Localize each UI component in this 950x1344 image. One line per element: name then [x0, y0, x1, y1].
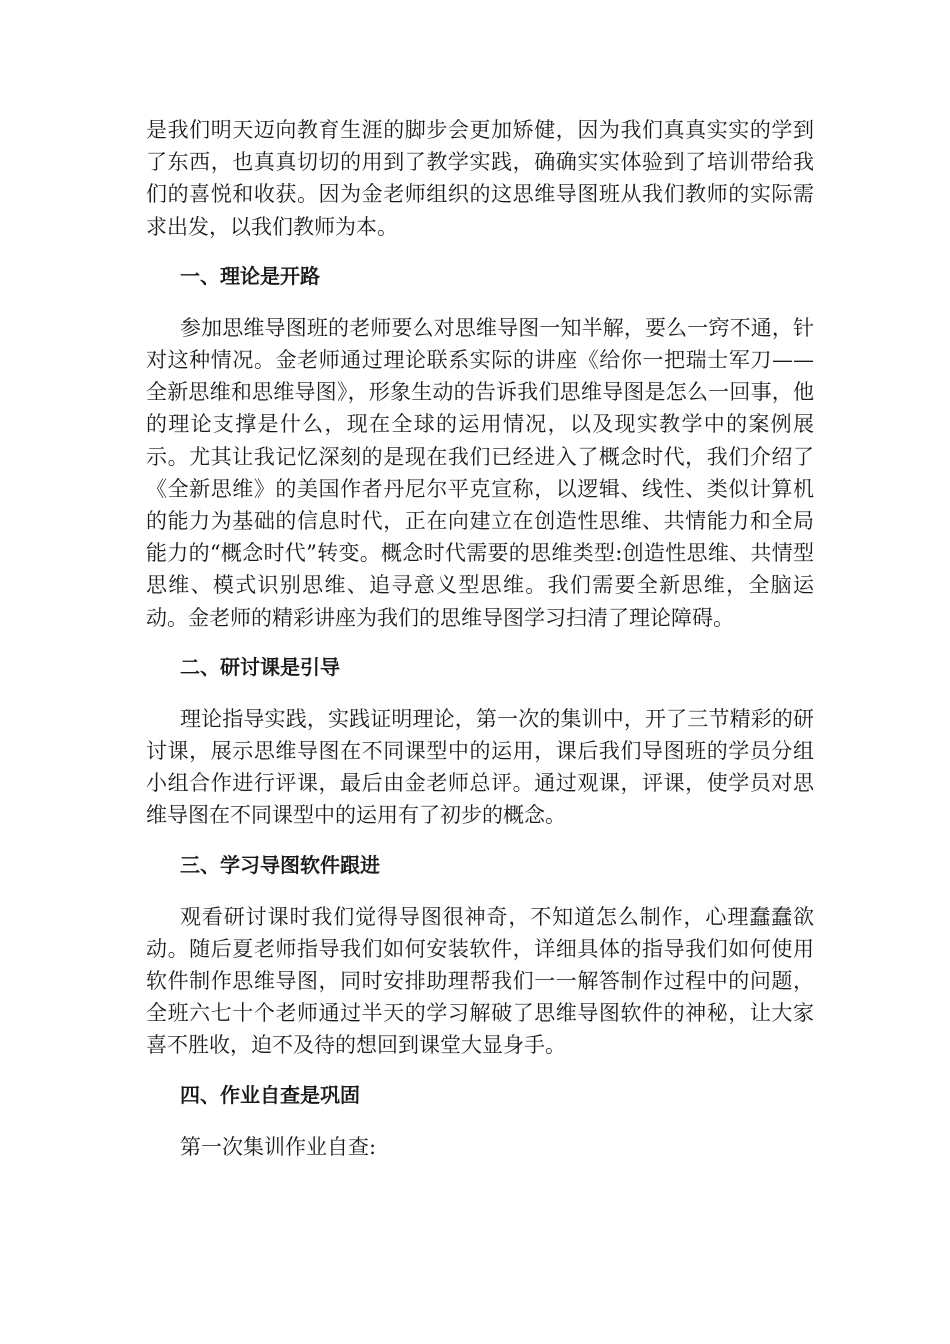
spacer	[146, 832, 814, 849]
spacer	[146, 292, 814, 312]
section-body-1: 参加思维导图班的老师要么对思维导图一知半解，要么一窍不通，针对这种情况。金老师通过理论联系实际的讲座《给你一把瑞士军刀——全新思维和思维导图》，形象生动的告诉我们思维导图是怎么一回事，他的理论支撑是什么，现在全球的运用情况，以及现实教学中的案例展示。尤其让我记忆深刻的是现在我们已经进入了概念时代，我们介绍了《全新思维》的美国作者丹尼尔平克宣称，以逻辑、线性、类似计算机的能力为基础的信息时代，正在向建立在创造性思维、共情能力和全局能力的“概念时代”转变。概念时代需要的思维类型:创造性思维、共情型思维、模式识别思维、追寻意义型思维。我们需要全新思维，全脑运动。金老师的精彩讲座为我们的思维导图学习扫清了理论障碍。	[146, 315, 814, 630]
spacer	[146, 881, 814, 901]
spacer	[146, 683, 814, 703]
section-heading-1: 一、理论是开路	[180, 263, 320, 288]
spacer	[146, 634, 814, 651]
spacer	[146, 1062, 814, 1079]
spacer	[146, 1111, 814, 1131]
section-body-2: 理论指导实践，实践证明理论，第一次的集训中，开了三节精彩的研讨课，展示思维导图在不同课型中的运用，课后我们导图班的学员分组小组合作进行评课，最后由金老师总评。通过观课，评课，使学员对思维导图在不同课型中的运用有了初步的概念。	[146, 706, 814, 828]
section-heading-2: 二、研讨课是引导	[180, 654, 340, 679]
document-body	[146, 114, 814, 1163]
spacer	[146, 243, 814, 260]
intro-paragraph: 是我们明天迈向教育生涯的脚步会更加矫健，因为我们真真实实的学到了东西，也真真切切的用到了教学实践，确确实实体验到了培训带给我们的喜悦和收获。因为金老师组织的这思维导图班从我们教师的实际需求出发，以我们教师为本。	[146, 118, 814, 239]
section-body-3: 观看研讨课时我们觉得导图很神奇，不知道怎么制作，心理蠢蠢欲动。随后夏老师指导我们如何安装软件，详细具体的指导我们如何使用软件制作思维导图，同时安排助理帮我们一一解答制作过程中的问题，全班六七十个老师通过半天的学习解破了思维导图软件的神秘，让大家喜不胜收，迫不及待的想回到课堂大显身手。	[146, 904, 814, 1058]
section-heading-4: 四、作业自查是巩固	[180, 1082, 360, 1107]
section-body-4: 第一次集训作业自查:	[180, 1134, 377, 1159]
section-heading-3: 三、学习导图软件跟进	[180, 852, 380, 877]
